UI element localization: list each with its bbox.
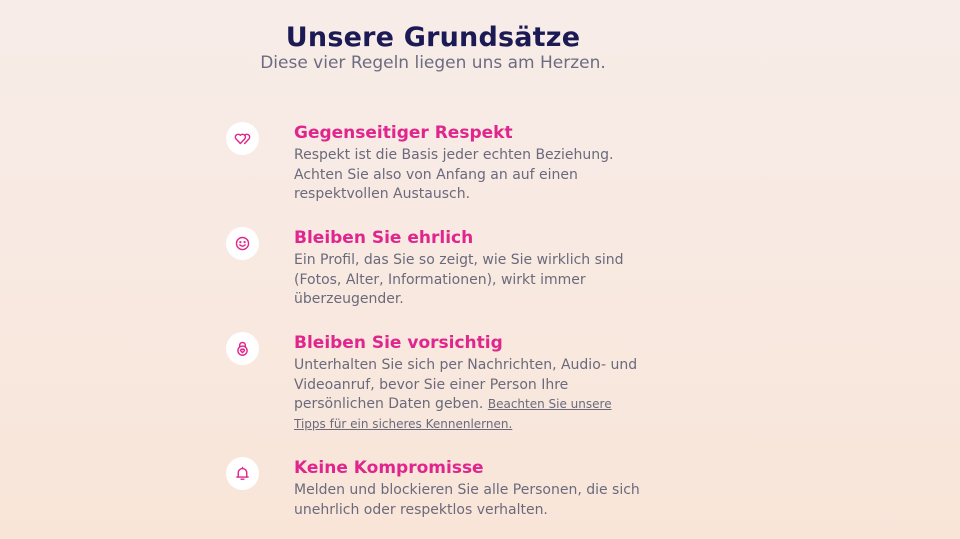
hearts-icon: [226, 122, 259, 155]
rule-title: Gegenseitiger Respekt: [294, 123, 513, 143]
safety-tips-link[interactable]: Beachten Sie unsere Tipps für ein sicheres Kennenlernen.: [294, 397, 612, 431]
rule-description: [294, 356, 646, 434]
page-title: Unsere Grundsätze: [285, 22, 581, 54]
rule-description: Respekt ist die Basis jeder echten Beziehung. Achten Sie also von Anfang an auf einen respektvollen Austausch.: [294, 147, 614, 203]
rule-description: Ein Profil, das Sie so zeigt, wie Sie wirklich sind (Fotos, Alter, Informationen), wirkt immer überzeugender.: [294, 252, 624, 308]
smiley-icon: [226, 227, 259, 260]
page-subtitle: Diese vier Regeln liegen uns am Herzen.: [260, 53, 606, 73]
lock-heart-icon: [226, 332, 259, 365]
bell-icon: [226, 457, 259, 490]
rule-description-text: Unterhalten Sie sich per Nachrichten, Audio- und Videoanruf, bevor Sie einer Person Ihre persönlichen Daten geben.: [294, 357, 638, 413]
rule-title: Keine Kompromisse: [294, 458, 484, 478]
rule-title: Bleiben Sie ehrlich: [294, 228, 474, 248]
rule-title: Bleiben Sie vorsichtig: [294, 333, 503, 353]
rule-description: Melden und blockieren Sie alle Personen, die sich unehrlich oder respektlos verhalten.: [294, 482, 640, 518]
